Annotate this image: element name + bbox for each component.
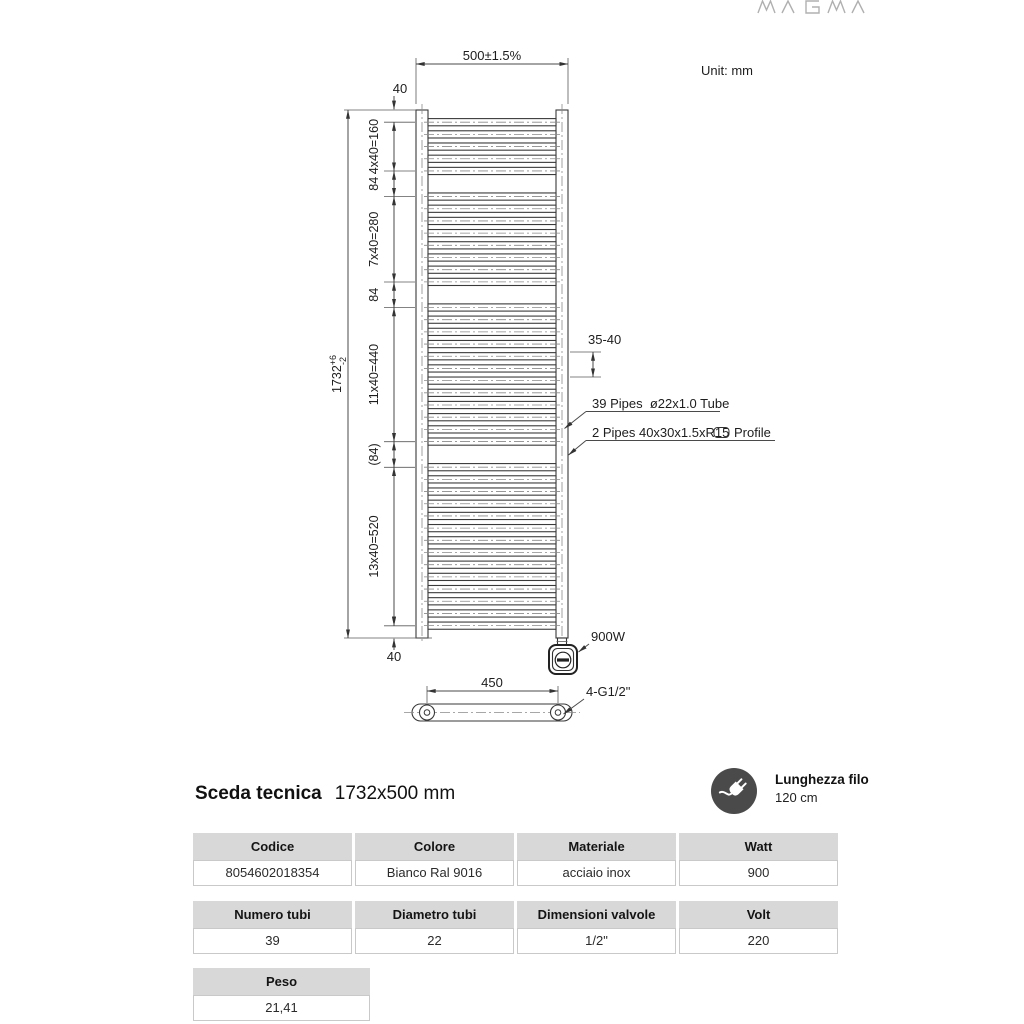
table-header-cell: Diametro tubi (355, 901, 514, 928)
dim-bottom-width-label: 450 (481, 675, 503, 690)
dim-gap-b: 84 (367, 287, 381, 302)
section-title (195, 783, 455, 805)
note-pipes (565, 396, 730, 429)
note-pipes-label: 39 Pipes ø22x1.0 Tube (592, 396, 730, 411)
table-header-cell: Peso (193, 968, 370, 995)
table-cell: 220 (679, 928, 838, 954)
dim-bottom-offset-label: 40 (386, 649, 402, 664)
dim-overall-height-label: $1732^{+6}-2$ (328, 354, 348, 394)
table-row (193, 995, 370, 1021)
table-header-cell: Volt (679, 901, 838, 928)
technical-drawing (330, 50, 800, 740)
spec-table-weight (193, 968, 370, 1021)
note-profile (569, 425, 776, 455)
right-connection (551, 705, 566, 720)
cable-length-badge (711, 768, 869, 814)
table-cell: 21,41 (193, 995, 370, 1021)
dim-top-width (416, 48, 568, 104)
table-cell: acciaio inox (517, 860, 676, 886)
magma-logo (757, 0, 871, 15)
left-connection (420, 705, 435, 720)
table-header-cell: Watt (679, 833, 838, 860)
dim-seg-a: 4x40=160 (367, 118, 381, 175)
table-header-row (193, 968, 370, 995)
dim-seg-c: 11x40=440 (367, 343, 381, 406)
dim-top-offset (344, 81, 416, 122)
table-header-row (193, 901, 838, 928)
dim-bracket-range-label: 35-40 (588, 332, 622, 347)
unit-label: Unit: mm (701, 63, 753, 78)
table-cell: 900 (679, 860, 838, 886)
cable-length-value: 120 cm (775, 790, 818, 805)
plug-icon (711, 768, 757, 814)
power-label: 900W (591, 629, 625, 644)
dim-top-width-label: 500±1.5% (462, 48, 522, 63)
table-cell: Bianco Ral 9016 (355, 860, 514, 886)
table-header-cell: Dimensioni valvole (517, 901, 676, 928)
chain-extension-lines (384, 171, 415, 626)
logo-letter-m (828, 1, 845, 13)
spec-table-main (193, 833, 838, 886)
spec-table-pipes (193, 901, 838, 954)
radiator-bottom-view (404, 675, 631, 721)
radiator-front-view (416, 104, 568, 644)
table-header-cell: Colore (355, 833, 514, 860)
page-title: Sceda tecnica (195, 783, 322, 804)
logo-letter-g (806, 1, 819, 13)
chain-dimensions (367, 119, 394, 626)
cable-length-label: Lunghezza filo (775, 772, 869, 787)
table-header-cell: Codice (193, 833, 352, 860)
connections-label: 4-G1/2" (586, 684, 631, 699)
logo-letter-a (782, 1, 794, 13)
dim-gap-a: 84 (367, 176, 381, 191)
table-cell: 8054602018354 (193, 860, 352, 886)
table-header-cell: Materiale (517, 833, 676, 860)
logo-letter-m (758, 1, 775, 13)
dim-seg-d: 13x40=520 (367, 515, 381, 578)
table-cell: 22 (355, 928, 514, 954)
dim-gap-c: (84) (367, 443, 381, 466)
table-cell: 39 (193, 928, 352, 954)
table-row (193, 928, 838, 954)
table-header-row (193, 833, 838, 860)
note-profile-label: 2 Pipes 40x30x1.5xR15 (592, 425, 730, 440)
page-subtitle-dimensions: 1732x500 mm (334, 783, 456, 804)
table-cell: 1/2" (517, 928, 676, 954)
pipe-rungs (424, 119, 560, 630)
dim-top-offset-label: 40 (392, 81, 408, 96)
dim-bottom-offset (387, 613, 401, 664)
table-row (193, 860, 838, 886)
table-header-cell: Numero tubi (193, 901, 352, 928)
note-profile-suffix: Profile (734, 425, 771, 440)
dim-seg-b: 7x40=280 (367, 211, 381, 267)
logo-letters (758, 1, 864, 13)
logo-letter-a (852, 1, 864, 13)
dim-bracket-range (570, 332, 621, 377)
